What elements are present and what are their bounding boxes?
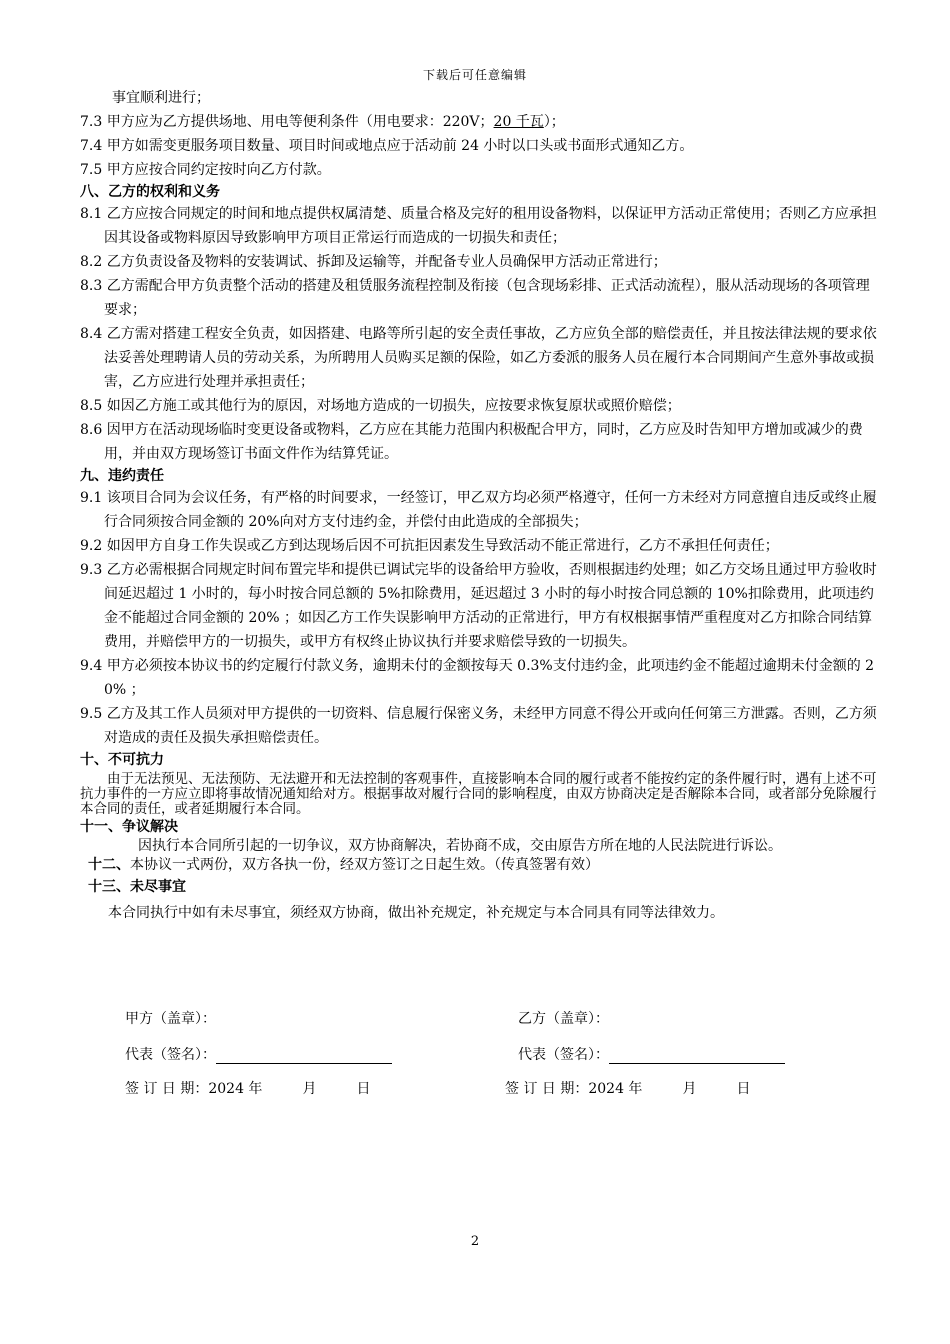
party-b-seal-label: 乙方（盖章）：	[518, 1011, 609, 1027]
party-a-month: 月	[302, 1081, 317, 1097]
party-a-rep	[125, 1044, 392, 1064]
party-b-signature-line	[609, 1047, 785, 1064]
party-b-rep-label: 代表（签名）：	[518, 1047, 609, 1063]
clause-9-1: 9.1 该项目合同为会议任务，有严格的时间要求，一经签订，甲乙双方均必须严格遵守，任何一方未经对方同意擅自违反或终止履行合同须按合同金额的 20%向对方支付违约金，并偿付由此造成的全部损失；	[80, 490, 877, 530]
page-number: 2	[470, 1234, 480, 1249]
clause-9-3: 9.3 乙方必需根据合同规定时间布置完毕和提供已调试完毕的设备给甲方验收，否则根据违约处理；如乙方交场且通过甲方验收时间延迟超过 1 小时的，每小时按合同总额的 5%扣除费用，延迟超过 3 小时的每小时按合同总额的 10%扣除费用，此项违约金不能超过合同金额的 20% ；如因乙方工作失误影响甲方活动的正常进行，甲方有权根据事情严重程度对乙方扣除合同结算费用，并赔偿甲方的一切损失，或甲方有权终止协议执行并要求赔偿导致的一切损失。	[80, 562, 877, 650]
section-12-body: 本协议一式两份，双方各执一份，经双方签订之日起生效。（传真签署有效）	[130, 857, 599, 873]
party-a-date	[125, 1078, 370, 1098]
party-a-date-label: 签 订 日 期：2024 年	[125, 1081, 263, 1097]
clause-8-5: 8.5 如因乙方施工或其他行为的原因，对场地方造成的一切损失，应按要求恢复原状或照价赔偿；	[80, 398, 681, 414]
clause-7-4: 7.4 甲方如需变更服务项目数量、项目时间或地点应于活动前 24 小时以口头或书面形式通知乙方。	[80, 138, 694, 154]
date-row	[125, 1078, 885, 1102]
clause-7-3	[80, 110, 880, 134]
party-b-date-label: 签 订 日 期：2024 年	[505, 1081, 643, 1097]
section-12-title: 十二、	[88, 857, 130, 873]
party-b-month: 月	[682, 1081, 697, 1097]
clause-7-3-end: ）；	[543, 114, 565, 130]
section-10-title: 十、不可抗力	[80, 752, 164, 768]
page-header: 下载后可任意编辑	[422, 68, 527, 82]
party-a-signature-line	[216, 1047, 392, 1064]
clause-8-2: 8.2 乙方负责设备及物料的安装调试、拆卸及运输等，并配备专业人员确保甲方活动正常进行；	[80, 254, 667, 270]
clause-8-4: 8.4 乙方需对搭建工程安全负责，如因搭建、电路等所引起的安全责任事故，乙方应负全部的赔偿责任，并且按法律法规的要求依法妥善处理聘请人员的劳动关系，为所聘用人员购买足额的保险，如乙方委派的服务人员在履行本合同期间产生意外事故或损害，乙方应进行处理并承担责任；	[80, 326, 877, 390]
section-11-title: 十一、争议解决	[80, 819, 178, 835]
party-b-day: 日	[736, 1081, 751, 1097]
clause-9-2: 9.2 如因甲方自身工作失误或乙方到达现场后因不可抗拒因素发生导致活动不能正常进行，乙方不承担任何责任；	[80, 538, 779, 554]
clause-7-3-text: 7.3 甲方应为乙方提供场地、用电等便利条件（用电要求：220V；	[80, 114, 494, 130]
party-a-day: 日	[356, 1081, 371, 1097]
clause-8-1: 8.1 乙方应按合同规定的时间和地点提供权属清楚、质量合格及完好的租用设备物料，以保证甲方活动正常使用；否则乙方应承担因其设备或物料原因导致影响甲方项目正常运行而造成的一切损失和责任；	[80, 206, 877, 246]
section-10-body: 由于无法预见、无法预防、无法避开和无法控制的客观事件，直接影响本合同的履行或者不能按约定的条件履行时，遇有上述不可抗力事件的一方应立即将事故情况通知给对方。根据事故对履行合同的影响程度，由双方协商决定是否解除本合同，或者部分免除履行本合同的责任，或者延期履行本合同。	[80, 771, 877, 817]
section-12	[80, 855, 880, 875]
party-a-seal-label: 甲方（盖章）：	[125, 1011, 216, 1027]
clause-7-2-continuation: 事宜顺利进行；	[112, 90, 210, 106]
clause-9-5: 9.5 乙方及其工作人员须对甲方提供的一切资料、信息履行保密义务，未经甲方同意不得公开或向任何第三方泄露。否则，乙方须对造成的责任及损失承担赔偿责任。	[80, 706, 877, 746]
power-requirement: 20 千瓦	[493, 114, 544, 130]
seal-row	[125, 1008, 885, 1032]
representative-row	[125, 1044, 885, 1068]
contract-body	[80, 86, 880, 925]
party-b-date	[505, 1078, 750, 1098]
clause-7-5: 7.5 甲方应按合同约定按时向乙方付款。	[80, 162, 331, 178]
section-13-body: 本合同执行中如有未尽事宜，须经双方协商，做出补充规定，补充规定与本合同具有同等法律效力。	[108, 905, 724, 921]
section-13-title: 十三、未尽事宜	[88, 879, 186, 895]
section-11-body: 因执行本合同所引起的一切争议，双方协商解决，若协商不成，交由原告方所在地的人民法院进行诉讼。	[138, 838, 782, 854]
clause-8-3: 8.3 乙方需配合甲方负责整个活动的搭建及租赁服务流程控制及衔接（包含现场彩排、正式活动流程），服从活动现场的各项管理要求；	[80, 278, 870, 318]
party-a-rep-label: 代表（签名）：	[125, 1047, 216, 1063]
party-b-rep	[518, 1044, 785, 1064]
section-9-title: 九、违约责任	[80, 468, 164, 484]
clause-8-6: 8.6 因甲方在活动现场临时变更设备或物料，乙方应在其能力范围内积极配合甲方，同时，乙方应及时告知甲方增加或减少的费用，并由双方现场签订书面文件作为结算凭证。	[80, 422, 863, 462]
clause-9-4: 9.4 甲方必须按本协议书的约定履行付款义务，逾期未付的金额按每天 0.3%支付违约金，此项违约金不能超过逾期未付金额的 20% ；	[80, 658, 875, 698]
section-8-title: 八、乙方的权利和义务	[80, 184, 220, 200]
